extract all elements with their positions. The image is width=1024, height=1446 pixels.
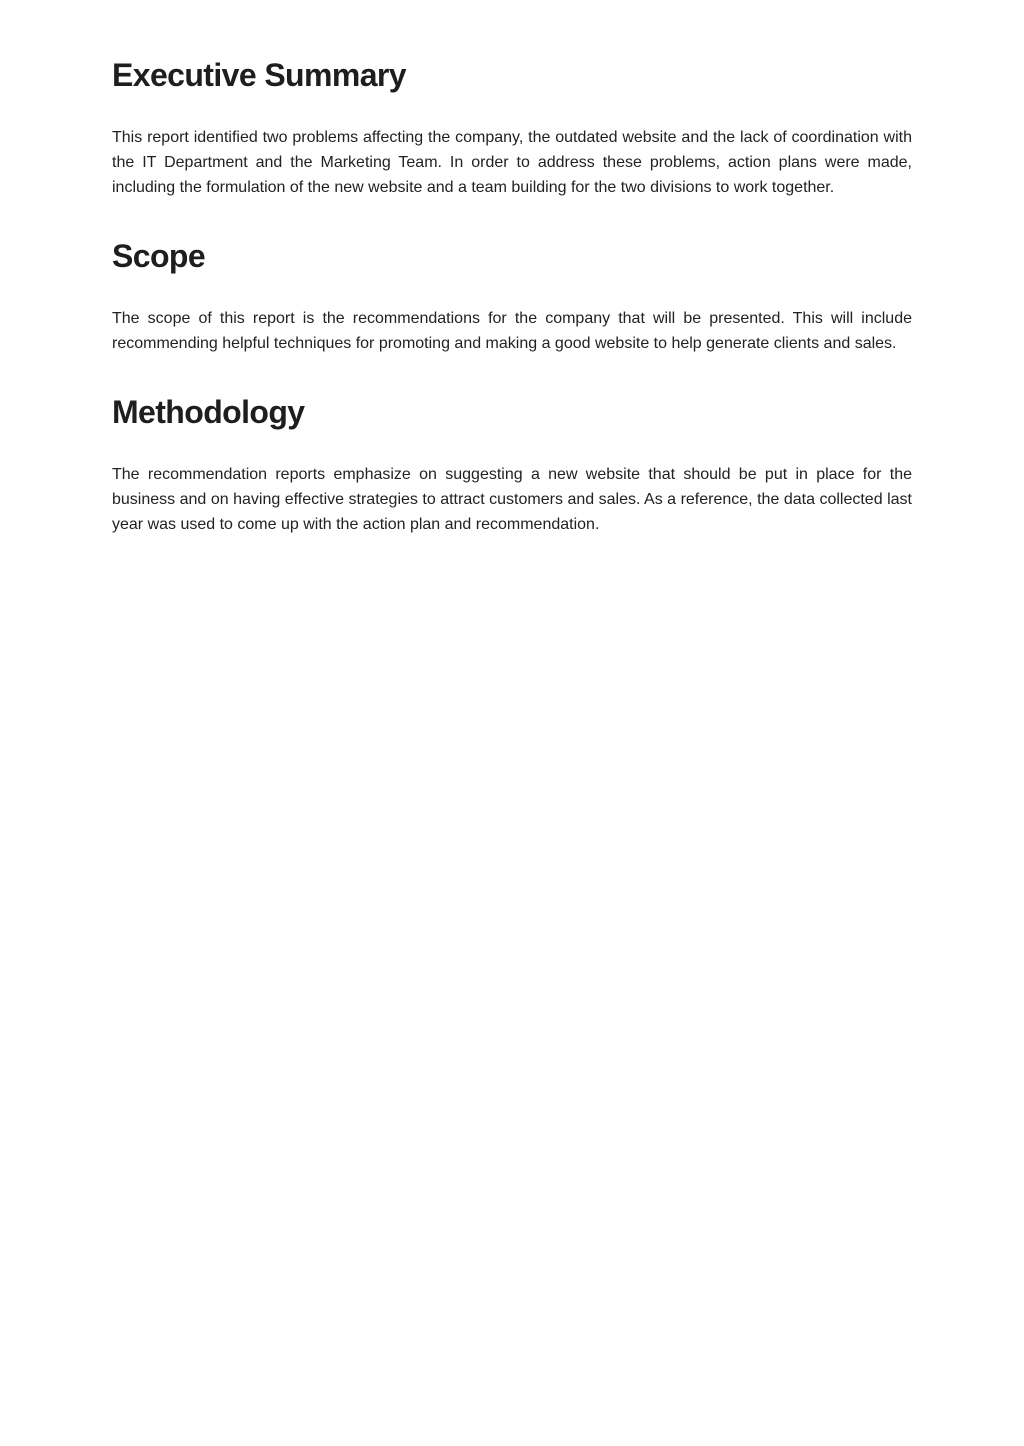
section-heading-methodology: Methodology [112, 394, 305, 430]
section-body-scope: The scope of this report is the recommendations for the company that will be presented. This will include recommending helpful techniques for promoting and making a good website to help generate clients and sales. [112, 310, 912, 352]
section-methodology [112, 392, 912, 537]
section-executive-summary [112, 0, 912, 200]
section-body-executive-summary: This report identified two problems affecting the company, the outdated website and the lack of coordination with the IT Department and the Marketing Team. In order to address these problems, action plans were made, including the formulation of the new website and a team building for the two divisions to work together. [112, 129, 912, 196]
section-heading-scope: Scope [112, 238, 206, 274]
section-scope [112, 236, 912, 356]
section-body-methodology: The recommendation reports emphasize on suggesting a new website that should be put in place for the business and on having effective strategies to attract customers and sales. As a reference, the data collected last year was used to come up with the action plan and recommendation. [112, 466, 912, 533]
section-heading-executive-summary: Executive Summary [112, 57, 406, 93]
